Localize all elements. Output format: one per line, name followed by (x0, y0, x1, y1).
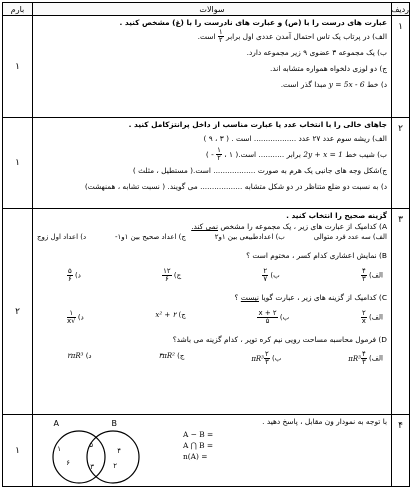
question-row-1 (3, 16, 410, 118)
option-label: ب) (279, 313, 290, 322)
question-item: د) به نسبت دو ضلع متناظر در دو شکل متشابه .................. می گویند. ( نسبت تشابه ، همنهشت) (84, 181, 387, 191)
exam-table (2, 2, 410, 487)
option-label: د) (75, 271, 81, 280)
denominator: ۲ (218, 36, 223, 45)
subquestion-d: D) فرمول محاسبه مساحت رویی نیم کره توپر ، کدام گزینه می باشد؟ (172, 334, 387, 344)
numerator: ۴ (361, 350, 366, 359)
header-score: بارم (3, 3, 33, 16)
fraction (218, 29, 224, 44)
option: الف) سه عدد فرد متوالی (313, 233, 387, 242)
option (361, 310, 383, 325)
venn-element: ۱ (57, 445, 61, 453)
denominator: ۳ (361, 274, 366, 283)
item-text: د) خط (366, 79, 387, 89)
question-body (33, 118, 392, 209)
set-a-label: A (53, 419, 59, 428)
question-title: جاهای خالی را با انتخاب عدد یا عبارت مناسب از داخل پرانتزکامل کنید . (128, 120, 387, 129)
option-label: د) (77, 313, 84, 322)
fraction (361, 351, 367, 366)
venn-element: ۳ (90, 463, 94, 471)
expression: ۲πR³ (67, 352, 84, 361)
question-item: الف) ریشه سوم عدد ۲۷ عدد .................. است . ( ۳ ، ۹ ) (203, 133, 387, 143)
item-text: ؟ (234, 292, 239, 302)
options-a (37, 232, 387, 243)
item-text: ب) شیب خط (345, 149, 387, 159)
question-title: گزینه صحیح را انتخاب کنید . (286, 211, 387, 220)
option-label: الف) (368, 271, 383, 280)
fraction (361, 310, 367, 325)
option (348, 351, 383, 366)
options-c (37, 304, 387, 325)
denominator: ۶ (165, 274, 169, 283)
question-row-2 (3, 118, 410, 209)
question-title: عبارت های درست را با (ص) و عبارت های نادرست را با (غ) مشخص کنید . (119, 18, 387, 27)
question-number: ۱ (392, 16, 410, 118)
option-label: ب) (270, 271, 280, 280)
header-row (3, 3, 410, 16)
question-item: ب) یک مجموعه ۳ عضوی ۹ زیر مجموعه دارد. (246, 47, 387, 57)
equation: 2y + x = 1 (303, 149, 343, 159)
fraction (216, 147, 222, 162)
equation: y = 5x - 6 (328, 79, 365, 89)
numerator: ۲ (361, 308, 366, 317)
option-label: د) (85, 352, 92, 361)
question-score: ۲ (3, 209, 33, 415)
question-number: ۲ (392, 118, 410, 209)
option-label: ج) (177, 352, 185, 361)
item-text: است. (197, 31, 216, 41)
option-label: الف) (368, 354, 383, 363)
option-label: ج) (173, 271, 182, 280)
question-item (37, 147, 387, 163)
header-row-number: ردیف (391, 4, 409, 14)
question-body (33, 415, 392, 487)
option (155, 310, 185, 325)
item-text: - ) (205, 149, 214, 159)
option (361, 268, 383, 283)
subquestion-b: B) نمایش اعشاری کدام کسر ، مختوم است ؟ (246, 251, 387, 261)
expression: x² + ۲ (155, 310, 177, 319)
denominator: ۷ (263, 274, 268, 283)
option-label: ج) (178, 310, 186, 319)
expression: πR³ (348, 354, 361, 363)
operation-line: n(A) = (183, 452, 208, 461)
numerator: x + ۲ (258, 308, 277, 317)
set-a-circle (53, 431, 105, 483)
denominator: ۶ (68, 274, 72, 283)
option (162, 268, 181, 283)
expression: ۳πR² (158, 352, 175, 361)
set-operations (183, 429, 213, 462)
venn-element: ۴ (117, 447, 121, 455)
header-questions: سوالات (33, 3, 392, 16)
option (251, 351, 281, 366)
emphasis: نیست (240, 292, 259, 302)
expression: πR³ (251, 354, 264, 363)
denominator: ۳ (361, 358, 366, 367)
set-b-circle (87, 431, 139, 483)
fraction (67, 268, 73, 283)
venn-element: ۲ (113, 462, 117, 470)
question-item: ج)شکل وجه های جانبی یک هرم به صورت .................. است.( مستطیل ، مثلث ) (132, 165, 387, 175)
numerator: ۱۲ (163, 266, 171, 275)
emphasis: نمی کند. (191, 221, 219, 231)
option (67, 351, 92, 366)
operation-line: A − B = (183, 430, 214, 439)
numerator: ۴ (361, 266, 366, 275)
question-number: ۴ (392, 415, 410, 487)
option: ج) اعداد صحیح بین ۱و۱- (114, 233, 186, 242)
item-text: الف) در پرتاب یک تاس احتمال آمدن عددی اول برابر (226, 31, 387, 41)
fraction (264, 351, 270, 366)
fraction (262, 268, 268, 283)
option-label: الف) (368, 313, 383, 322)
set-b-label: B (111, 419, 117, 428)
options-d (37, 345, 387, 366)
question-body (33, 209, 392, 415)
numerator: ۱ (217, 146, 221, 155)
numerator: ۲ (265, 350, 269, 359)
subquestion-a (37, 222, 387, 233)
item-text: برابر ........... است.( ۱ ، (224, 149, 301, 159)
fraction (67, 310, 76, 325)
question-row-3 (3, 209, 410, 415)
question-score: ۱ (3, 415, 33, 487)
fraction (257, 310, 277, 325)
question-item (37, 29, 387, 45)
denominator: ۲ (217, 154, 221, 163)
venn-element: ۵ (89, 441, 93, 449)
item-text: مبدا گذر است. (280, 79, 327, 89)
operation-line: A ⋂ B = (183, 441, 214, 450)
denominator: √x (67, 316, 76, 325)
numerator: ۱ (218, 28, 223, 37)
venn-element: ۶ (66, 459, 70, 467)
venn-diagram (37, 417, 157, 485)
option (67, 268, 81, 283)
item-text: A) کدامیک از عبارت های زیر ، یک مجموعه را مشخص (220, 221, 387, 231)
numerator: ۲ (263, 266, 268, 275)
question-item (37, 77, 387, 93)
question-body (33, 16, 392, 118)
question-score: ۱ (3, 118, 33, 209)
denominator: ۵ (265, 316, 270, 325)
option (158, 351, 184, 366)
question-item: ج) دو لوزی دلخواه همواره متشابه اند. (270, 63, 387, 73)
option (262, 268, 279, 283)
question-number: ۳ (392, 209, 410, 415)
subquestion-c (37, 293, 387, 304)
option: د) اعداد اول زوج (37, 233, 87, 242)
options-b (37, 262, 387, 283)
question-title: با توجه به نمودار ون مقابل ، پاسخ دهید . (262, 417, 387, 426)
option: ب) اعدادطبیعی بین ۱و۲ (214, 233, 285, 242)
fraction (361, 268, 367, 283)
denominator: x (361, 316, 366, 325)
fraction (162, 268, 172, 283)
option-label: ب) (272, 354, 282, 363)
numerator: ۵ (68, 266, 72, 275)
denominator: ۳ (265, 358, 269, 367)
item-text: C) کدامیک از گزینه های زیر ، عبارت گویا (261, 292, 387, 302)
question-row-4 (3, 415, 410, 487)
option (257, 310, 289, 325)
numerator: ۱ (67, 310, 76, 318)
question-score: ۱ (3, 16, 33, 118)
option (67, 310, 84, 325)
